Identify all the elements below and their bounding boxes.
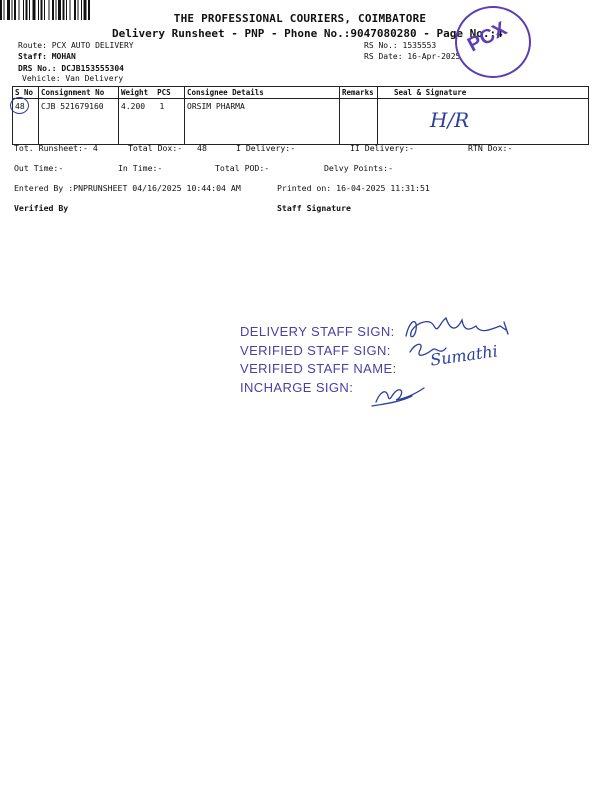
delivery-staff-signature [406, 318, 508, 337]
stamp-delivery-staff-sign: DELIVERY STAFF SIGN: [240, 324, 395, 339]
rtn-dox: RTN Dox:- [468, 143, 513, 153]
staff-signature-label: Staff Signature [277, 203, 351, 213]
in-time: In Time:- [118, 163, 163, 173]
i-delivery: I Delivery:- [236, 143, 296, 153]
delvy-points: Delvy Points:- [324, 163, 394, 173]
table-header-row [13, 87, 589, 99]
cell-remarks [340, 99, 378, 145]
total-pod: Total POD:- [215, 163, 270, 173]
cell-pcs: 1 [159, 102, 165, 111]
drs-number: DRS No.: DCJB153555304 [18, 64, 124, 73]
sno-circle-mark [10, 97, 29, 114]
cell-seal [378, 99, 589, 145]
cell-weight: 4.200 [121, 102, 146, 111]
runsheet-subtitle: Delivery Runsheet - PNP - Phone No.:9047080280 - Page No.:4 [112, 27, 503, 40]
col-sno: S No [13, 87, 39, 99]
tot-runsheet: Tot. Runsheet:- 4 [14, 143, 98, 153]
pcx-stamp-text: PCX [464, 17, 511, 57]
route-label: Route: PCX AUTO DELIVERY [18, 41, 134, 50]
runsheet-table [12, 86, 589, 145]
company-title: THE PROFESSIONAL COURIERS, COIMBATORE [173, 12, 427, 25]
col-consignee: Consignee Details [185, 87, 340, 99]
ii-delivery: II Delivery:- [350, 143, 415, 153]
col-weight: Weight [121, 88, 149, 97]
col-weight-pcs [119, 87, 185, 99]
staff-label: Staff: MOHAN [18, 52, 76, 61]
stamp-verified-staff-name: VERIFIED STAFF NAME: [240, 361, 397, 376]
col-pcs: PCS [157, 88, 171, 97]
col-seal: Seal & Signature [378, 87, 589, 99]
col-remarks: Remarks [340, 87, 378, 99]
table-row [13, 99, 589, 145]
vehicle-label: Vehicle: Van Delivery [22, 74, 124, 83]
printed-on: Printed on: 16-04-2025 11:31:51 [277, 183, 430, 193]
col-consignment: Consignment No [39, 87, 119, 99]
verified-by: Verified By [14, 203, 69, 213]
cell-weight-pcs [119, 99, 185, 145]
handwritten-staff-name: Sumathi [429, 341, 499, 370]
stamp-incharge-sign: INCHARGE SIGN: [240, 379, 354, 395]
entered-by: Entered By :PNPRUNSHEET 04/16/2025 10:44:04 AM [14, 183, 241, 193]
verification-stamp [240, 323, 397, 397]
stamp-verified-staff-sign: VERIFIED STAFF SIGN: [240, 342, 391, 358]
rs-date: RS Date: 16-Apr-2025 [364, 52, 461, 61]
out-time: Out Time:- [14, 163, 64, 173]
cell-consignee: ORSIM PHARMA [185, 99, 340, 145]
seal-handwriting: H/R [430, 108, 470, 132]
rs-number: RS No.: 1535553 [364, 41, 437, 50]
cell-consignment: CJB 521679160 [39, 99, 119, 145]
total-dox: Total Dox:- 48 [128, 143, 207, 153]
cell-sno: 48 [13, 99, 39, 145]
